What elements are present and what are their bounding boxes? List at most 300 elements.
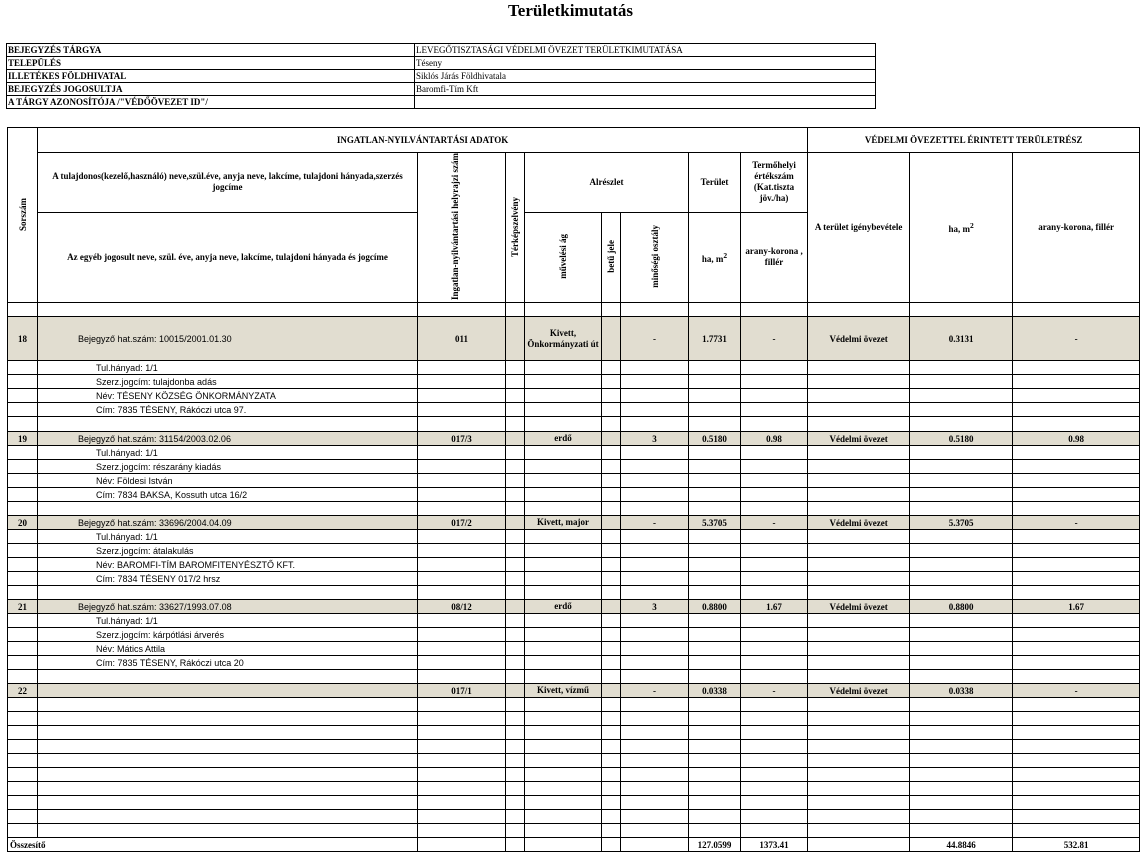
table-row xyxy=(8,460,1140,474)
empty-cell xyxy=(8,586,38,600)
empty-cell xyxy=(910,642,1013,656)
empty-cell xyxy=(808,628,910,642)
empty-cell xyxy=(38,502,418,516)
empty-cell xyxy=(506,628,525,642)
table-row xyxy=(8,726,1140,740)
empty-cell xyxy=(525,474,602,488)
empty-cell xyxy=(506,740,525,754)
empty-cell xyxy=(910,810,1013,824)
empty-cell xyxy=(506,488,525,502)
empty-cell xyxy=(418,754,506,768)
record-area: 0.0338 xyxy=(689,684,741,698)
empty-cell xyxy=(506,754,525,768)
table-row xyxy=(8,558,1140,572)
empty-cell xyxy=(689,474,741,488)
empty-cell xyxy=(808,810,910,824)
empty-cell xyxy=(910,403,1013,417)
table-row xyxy=(8,389,1140,403)
empty-cell xyxy=(506,389,525,403)
empty-cell xyxy=(689,417,741,432)
empty-cell xyxy=(689,824,741,838)
empty-cell xyxy=(808,712,910,726)
empty-cell xyxy=(808,670,910,684)
empty-cell xyxy=(621,375,689,389)
empty-cell xyxy=(525,544,602,558)
empty-cell xyxy=(689,586,741,600)
empty-cell xyxy=(38,740,418,754)
empty-cell xyxy=(602,375,621,389)
betujel-header: betű jele xyxy=(602,212,621,302)
empty-cell xyxy=(602,712,621,726)
empty-cell xyxy=(418,446,506,460)
empty-cell xyxy=(602,614,621,628)
empty-cell xyxy=(1013,303,1140,317)
empty-cell xyxy=(418,824,506,838)
empty-cell xyxy=(621,810,689,824)
record-area: 0.8800 xyxy=(689,600,741,614)
empty-cell xyxy=(621,460,689,474)
empty-cell xyxy=(1013,572,1140,586)
empty-cell xyxy=(689,403,741,417)
empty-cell xyxy=(8,558,38,572)
record-resolution: Bejegyző hat.szám: 31154/2003.02.06 xyxy=(38,432,418,446)
empty-cell xyxy=(418,544,506,558)
empty-cell xyxy=(621,782,689,796)
empty-cell xyxy=(689,460,741,474)
empty-cell xyxy=(602,432,621,446)
empty-cell xyxy=(418,586,506,600)
record-resolution: Bejegyző hat.szám: 10015/2001.01.30 xyxy=(38,317,418,361)
empty-cell xyxy=(8,417,38,432)
empty-cell xyxy=(741,712,808,726)
record-detail: Tul.hányad: 1/1 xyxy=(38,530,418,544)
empty-cell xyxy=(621,838,689,852)
empty-cell xyxy=(1013,670,1140,684)
empty-cell xyxy=(602,460,621,474)
empty-cell xyxy=(1013,586,1140,600)
empty-cell xyxy=(602,656,621,670)
empty-cell xyxy=(602,600,621,614)
empty-cell xyxy=(418,768,506,782)
empty-cell xyxy=(741,782,808,796)
empty-cell xyxy=(1013,558,1140,572)
record-goldcrown: 1.67 xyxy=(741,600,808,614)
table-row xyxy=(8,614,1140,628)
empty-cell xyxy=(418,614,506,628)
empty-cell xyxy=(741,446,808,460)
record-number: 19 xyxy=(8,432,38,446)
empty-cell xyxy=(621,474,689,488)
empty-cell xyxy=(525,361,602,375)
record-number: 18 xyxy=(8,317,38,361)
table-row xyxy=(8,361,1140,375)
empty-cell xyxy=(1013,740,1140,754)
empty-cell xyxy=(1013,389,1140,403)
empty-cell xyxy=(418,303,506,317)
record-protected-area: 5.3705 xyxy=(910,516,1013,530)
empty-cell xyxy=(602,754,621,768)
empty-cell xyxy=(525,670,602,684)
empty-cell xyxy=(602,389,621,403)
empty-cell xyxy=(525,614,602,628)
record-usage: Védelmi övezet xyxy=(808,600,910,614)
empty-cell xyxy=(38,417,418,432)
empty-cell xyxy=(38,698,418,712)
empty-cell xyxy=(1013,460,1140,474)
record-header-row xyxy=(8,684,1140,698)
empty-cell xyxy=(741,754,808,768)
empty-cell xyxy=(525,530,602,544)
empty-cell xyxy=(418,460,506,474)
empty-cell xyxy=(8,754,38,768)
empty-cell xyxy=(506,502,525,516)
record-detail: Szerz.jogcím: tulajdonba adás xyxy=(38,375,418,389)
record-protected-goldcrown: - xyxy=(1013,684,1140,698)
empty-cell xyxy=(1013,726,1140,740)
record-resolution: Bejegyző hat.szám: 33627/1993.07.08 xyxy=(38,600,418,614)
empty-cell xyxy=(418,712,506,726)
empty-cell xyxy=(602,810,621,824)
empty-cell xyxy=(602,768,621,782)
empty-cell xyxy=(808,303,910,317)
empty-cell xyxy=(1013,656,1140,670)
empty-cell xyxy=(621,586,689,600)
empty-cell xyxy=(741,614,808,628)
empty-cell xyxy=(8,768,38,782)
empty-cell xyxy=(8,530,38,544)
empty-cell xyxy=(506,782,525,796)
empty-cell xyxy=(602,684,621,698)
record-protected-goldcrown: 1.67 xyxy=(1013,600,1140,614)
empty-cell xyxy=(602,782,621,796)
empty-cell xyxy=(8,698,38,712)
empty-cell xyxy=(741,474,808,488)
empty-cell xyxy=(418,403,506,417)
empty-cell xyxy=(506,460,525,474)
empty-cell xyxy=(602,544,621,558)
empty-cell xyxy=(741,375,808,389)
table-row xyxy=(8,572,1140,586)
empty-cell xyxy=(621,502,689,516)
empty-cell xyxy=(741,698,808,712)
record-detail: Név: Földesi István xyxy=(38,474,418,488)
empty-cell xyxy=(506,432,525,446)
empty-cell xyxy=(418,838,506,852)
empty-cell xyxy=(418,417,506,432)
empty-cell xyxy=(506,726,525,740)
empty-cell xyxy=(621,642,689,656)
record-hrsz: 017/2 xyxy=(418,516,506,530)
record-hrsz: 017/1 xyxy=(418,684,506,698)
empty-cell xyxy=(689,502,741,516)
empty-cell xyxy=(506,670,525,684)
record-cultivation: erdő xyxy=(525,600,602,614)
empty-cell xyxy=(418,375,506,389)
info-value: LEVEGŐTISZTASÁGI VÉDELMI ÖVEZET TERÜLETKIMUTATÁSA xyxy=(415,44,876,57)
record-detail: Cím: 7835 TÉSENY, Rákóczi utca 97. xyxy=(38,403,418,417)
summary-protected-area: 44.8846 xyxy=(910,838,1013,852)
empty-cell xyxy=(689,782,741,796)
empty-cell xyxy=(506,530,525,544)
empty-cell xyxy=(8,361,38,375)
empty-cell xyxy=(910,628,1013,642)
empty-cell xyxy=(741,586,808,600)
empty-cell xyxy=(621,544,689,558)
empty-cell xyxy=(38,810,418,824)
empty-cell xyxy=(910,586,1013,600)
termohelyi-header: Termőhelyi értékszám (Kat.tiszta jöv./ha) xyxy=(741,153,808,213)
other-header: Az egyéb jogosult neve, szül. éve, anyja neve, lakcíme, tulajdoni hányada és jogcíme xyxy=(38,212,418,302)
record-number: 22 xyxy=(8,684,38,698)
empty-cell xyxy=(741,726,808,740)
empty-cell xyxy=(689,375,741,389)
empty-cell xyxy=(602,726,621,740)
empty-cell xyxy=(689,558,741,572)
record-header-row xyxy=(8,600,1140,614)
record-usage: Védelmi övezet xyxy=(808,317,910,361)
empty-cell xyxy=(602,670,621,684)
record-detail: Szerz.jogcím: kárpótlási árverés xyxy=(38,628,418,642)
empty-cell xyxy=(741,502,808,516)
record-area: 1.7731 xyxy=(689,317,741,361)
empty-cell xyxy=(602,824,621,838)
table-row xyxy=(8,446,1140,460)
empty-cell xyxy=(741,796,808,810)
record-goldcrown: 0.98 xyxy=(741,432,808,446)
empty-cell xyxy=(418,389,506,403)
record-detail: Cím: 7834 TÉSENY 017/2 hrsz xyxy=(38,572,418,586)
record-quality: - xyxy=(621,516,689,530)
empty-cell xyxy=(1013,502,1140,516)
empty-cell xyxy=(689,656,741,670)
empty-cell xyxy=(741,389,808,403)
empty-cell xyxy=(525,488,602,502)
info-value: Téseny xyxy=(415,57,876,70)
empty-cell xyxy=(602,642,621,656)
record-protected-area: 0.3131 xyxy=(910,317,1013,361)
empty-cell xyxy=(8,446,38,460)
empty-cell xyxy=(741,460,808,474)
record-quality: 3 xyxy=(621,432,689,446)
empty-cell xyxy=(1013,446,1140,460)
empty-cell xyxy=(525,810,602,824)
empty-cell xyxy=(506,474,525,488)
empty-cell xyxy=(602,417,621,432)
empty-cell xyxy=(808,530,910,544)
empty-cell xyxy=(602,516,621,530)
empty-cell xyxy=(8,782,38,796)
empty-cell xyxy=(38,796,418,810)
empty-cell xyxy=(621,303,689,317)
empty-cell xyxy=(506,403,525,417)
empty-cell xyxy=(910,446,1013,460)
empty-cell xyxy=(689,361,741,375)
table-row xyxy=(8,810,1140,824)
table-row xyxy=(8,375,1140,389)
empty-cell xyxy=(602,488,621,502)
empty-cell xyxy=(602,796,621,810)
empty-cell xyxy=(8,656,38,670)
page-title: Területkimutatás xyxy=(508,1,633,20)
empty-cell xyxy=(525,698,602,712)
empty-cell xyxy=(8,572,38,586)
empty-cell xyxy=(621,740,689,754)
record-cultivation: erdő xyxy=(525,432,602,446)
record-hrsz: 011 xyxy=(418,317,506,361)
table-row xyxy=(8,403,1140,417)
empty-cell xyxy=(910,572,1013,586)
info-row xyxy=(7,83,876,96)
empty-cell xyxy=(525,460,602,474)
empty-cell xyxy=(808,558,910,572)
empty-cell xyxy=(8,460,38,474)
empty-cell xyxy=(621,698,689,712)
empty-cell xyxy=(808,796,910,810)
info-label: ILLETÉKES FÖLDHIVATAL xyxy=(7,70,415,83)
record-detail: Cím: 7834 BAKSA, Kossuth utca 16/2 xyxy=(38,488,418,502)
empty-cell xyxy=(741,810,808,824)
record-cultivation: Kivett, Önkormányzati út xyxy=(525,317,602,361)
empty-cell xyxy=(506,642,525,656)
empty-cell xyxy=(910,460,1013,474)
land-register-table xyxy=(7,127,1140,852)
owner-header: A tulajdonos(kezelő,használó) neve,szül.éve, anyja neve, lakcíme, tulajdoni hányada,szerzés jogcíme xyxy=(38,153,418,213)
record-header-row xyxy=(8,516,1140,530)
record-protected-goldcrown: 0.98 xyxy=(1013,432,1140,446)
record-quality: - xyxy=(621,684,689,698)
empty-cell xyxy=(8,824,38,838)
empty-cell xyxy=(741,488,808,502)
empty-cell xyxy=(808,375,910,389)
record-protected-goldcrown: - xyxy=(1013,317,1140,361)
empty-cell xyxy=(8,544,38,558)
empty-cell xyxy=(8,642,38,656)
terulet-header: Terület xyxy=(689,153,741,213)
empty-cell xyxy=(1013,375,1140,389)
empty-cell xyxy=(910,614,1013,628)
record-detail: Tul.hányad: 1/1 xyxy=(38,614,418,628)
info-row xyxy=(7,57,876,70)
summary-label: Összesítő xyxy=(8,838,418,852)
empty-cell xyxy=(689,572,741,586)
empty-cell xyxy=(525,754,602,768)
record-quality: 3 xyxy=(621,600,689,614)
record-detail: Tul.hányad: 1/1 xyxy=(38,446,418,460)
empty-cell xyxy=(602,558,621,572)
info-value: Siklós Járás Földhivatala xyxy=(415,70,876,83)
table-row xyxy=(8,586,1140,600)
table-row xyxy=(8,488,1140,502)
empty-cell xyxy=(8,712,38,726)
empty-cell xyxy=(525,768,602,782)
empty-cell xyxy=(8,796,38,810)
empty-cell xyxy=(910,389,1013,403)
empty-cell xyxy=(808,361,910,375)
empty-cell xyxy=(689,303,741,317)
empty-cell xyxy=(689,698,741,712)
empty-cell xyxy=(621,824,689,838)
empty-cell xyxy=(910,488,1013,502)
empty-cell xyxy=(621,768,689,782)
empty-cell xyxy=(1013,642,1140,656)
empty-cell xyxy=(808,838,910,852)
empty-cell xyxy=(506,600,525,614)
empty-cell xyxy=(621,389,689,403)
empty-cell xyxy=(621,558,689,572)
record-usage: Védelmi övezet xyxy=(808,516,910,530)
record-hrsz: 08/12 xyxy=(418,600,506,614)
record-protected-area: 0.0338 xyxy=(910,684,1013,698)
empty-cell xyxy=(8,488,38,502)
empty-cell xyxy=(525,712,602,726)
empty-cell xyxy=(602,502,621,516)
table-row xyxy=(8,417,1140,432)
empty-cell xyxy=(741,628,808,642)
empty-cell xyxy=(1013,796,1140,810)
empty-cell xyxy=(506,303,525,317)
empty-cell xyxy=(741,768,808,782)
empty-cell xyxy=(1013,782,1140,796)
empty-cell xyxy=(689,754,741,768)
record-header-row xyxy=(8,432,1140,446)
empty-cell xyxy=(525,824,602,838)
empty-cell xyxy=(808,726,910,740)
empty-cell xyxy=(602,403,621,417)
empty-cell xyxy=(808,782,910,796)
record-detail: Szerz.jogcím: átalakulás xyxy=(38,544,418,558)
empty-cell xyxy=(506,516,525,530)
empty-cell xyxy=(8,403,38,417)
empty-cell xyxy=(525,389,602,403)
empty-cell xyxy=(418,670,506,684)
empty-cell xyxy=(741,558,808,572)
empty-cell xyxy=(689,712,741,726)
table-row xyxy=(8,530,1140,544)
table-row xyxy=(8,670,1140,684)
table-row xyxy=(8,303,1140,317)
empty-cell xyxy=(418,656,506,670)
empty-cell xyxy=(1013,712,1140,726)
table-row xyxy=(8,698,1140,712)
empty-cell xyxy=(506,375,525,389)
record-cultivation: Kivett, vízmű xyxy=(525,684,602,698)
empty-cell xyxy=(525,656,602,670)
empty-cell xyxy=(1013,768,1140,782)
empty-cell xyxy=(506,768,525,782)
table-row xyxy=(8,656,1140,670)
record-goldcrown: - xyxy=(741,516,808,530)
record-resolution xyxy=(38,684,418,698)
empty-cell xyxy=(525,558,602,572)
empty-cell xyxy=(808,698,910,712)
empty-cell xyxy=(808,656,910,670)
empty-cell xyxy=(506,796,525,810)
record-goldcrown: - xyxy=(741,684,808,698)
empty-cell xyxy=(602,586,621,600)
empty-cell xyxy=(621,754,689,768)
empty-cell xyxy=(621,656,689,670)
empty-cell xyxy=(602,474,621,488)
empty-cell xyxy=(808,403,910,417)
info-label: BEJEGYZÉS JOGOSULTJA xyxy=(7,83,415,96)
empty-cell xyxy=(506,614,525,628)
empty-cell xyxy=(38,768,418,782)
empty-cell xyxy=(506,586,525,600)
empty-cell xyxy=(8,670,38,684)
empty-cell xyxy=(506,417,525,432)
summary-area: 127.0599 xyxy=(689,838,741,852)
summary-protected-goldcrown: 532.81 xyxy=(1013,838,1140,852)
